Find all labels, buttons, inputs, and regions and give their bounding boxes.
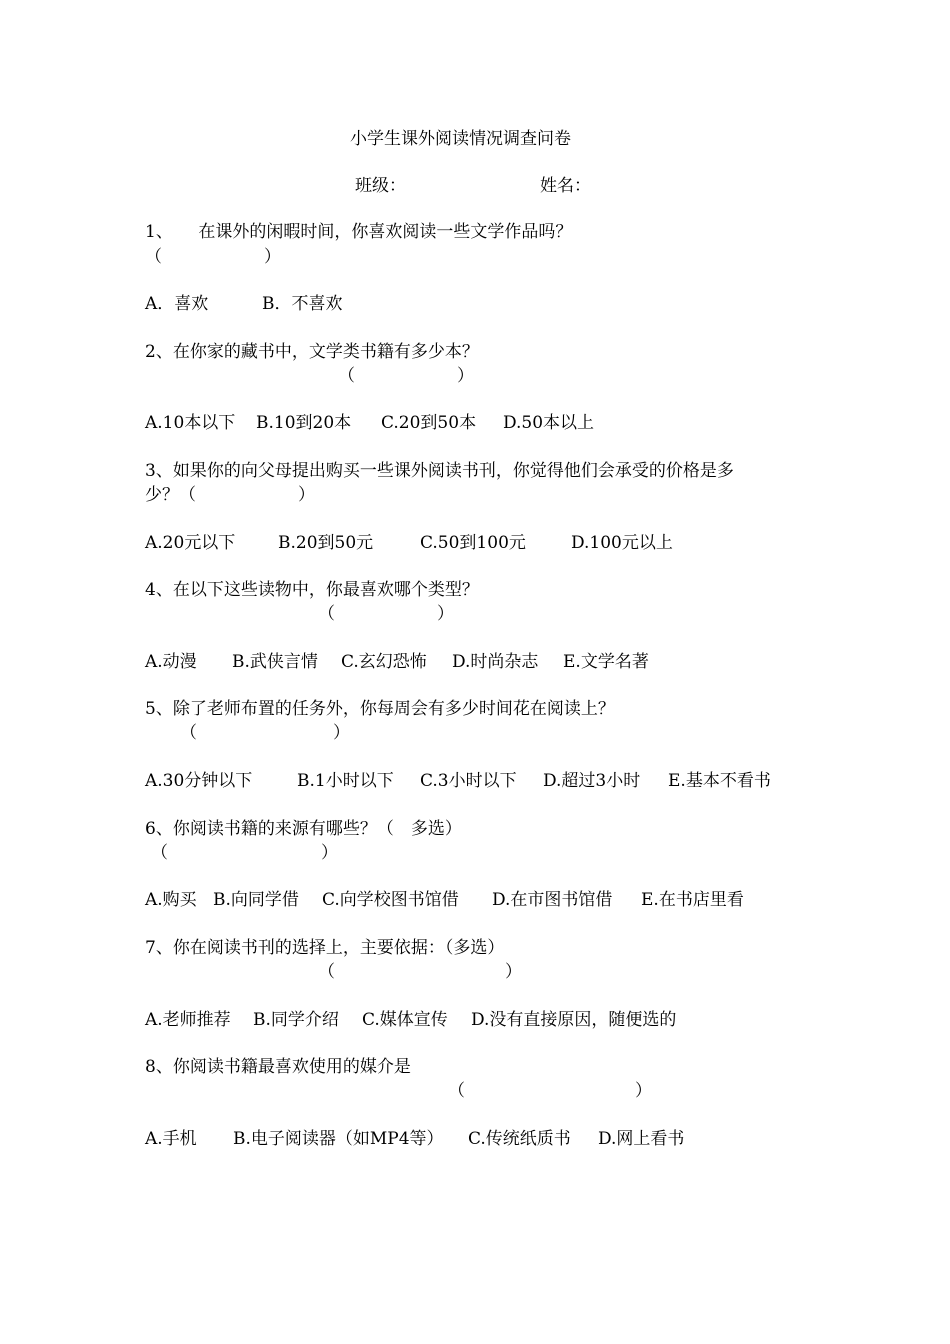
- question-7-option-b[interactable]: B.同学介绍: [253, 1010, 339, 1030]
- question-3-option-a[interactable]: A.20元以下: [145, 533, 236, 553]
- question-7-option-d[interactable]: D.没有直接原因，随便选的: [471, 1010, 677, 1030]
- question-3-prompt: 3、如果你的向父母提出购买一些课外阅读书刊，你觉得他们会承受的价格是多: [145, 461, 734, 481]
- question-3-option-c[interactable]: C.50到100元: [420, 533, 526, 553]
- question-4-prompt: 4、在以下这些读物中，你最喜欢哪个类型？: [145, 580, 479, 600]
- question-2-option-a[interactable]: A.10本以下: [145, 413, 236, 433]
- question-1-answer-blank[interactable]: （ ）: [145, 247, 281, 267]
- question-4-option-a[interactable]: A.动漫: [145, 652, 197, 672]
- question-8-option-b[interactable]: B.电子阅读器（如MP4等）: [233, 1129, 444, 1149]
- question-6-option-c[interactable]: C.向学校图书馆借: [322, 890, 459, 910]
- question-5-option-c[interactable]: C.3小时以下: [420, 771, 517, 791]
- question-7-option-a[interactable]: A.老师推荐: [145, 1010, 231, 1030]
- question-6-option-d[interactable]: D.在市图书馆借: [492, 890, 613, 910]
- question-7-prompt: 7、你在阅读书刊的选择上，主要依据：（多选）: [145, 938, 505, 958]
- question-4-option-b[interactable]: B.武侠言情: [232, 652, 318, 672]
- question-3-prompt-continued[interactable]: 少？（ ）: [145, 485, 315, 505]
- question-6-option-b[interactable]: B.向同学借: [213, 890, 299, 910]
- question-5-prompt: 5、除了老师布置的任务外，你每周会有多少时间花在阅读上？: [145, 699, 615, 719]
- question-2-option-c[interactable]: C.20到50本: [381, 413, 477, 433]
- question-7-option-c[interactable]: C.媒体宣传: [362, 1010, 448, 1030]
- question-3-option-b[interactable]: B.20到50元: [278, 533, 374, 553]
- question-4-answer-blank[interactable]: （ ）: [318, 604, 454, 624]
- question-8-prompt: 8、你阅读书籍最喜欢使用的媒介是: [145, 1057, 411, 1077]
- question-5-option-b[interactable]: B.1小时以下: [297, 771, 394, 791]
- question-1-option-a[interactable]: A．喜欢: [145, 294, 209, 314]
- question-8-answer-blank[interactable]: （ ）: [448, 1081, 652, 1101]
- question-1-prompt: 1、 在课外的闲暇时间，你喜欢阅读一些文学作品吗？: [145, 222, 573, 242]
- question-8-option-c[interactable]: C.传统纸质书: [468, 1129, 571, 1149]
- question-8-option-a[interactable]: A.手机: [145, 1129, 197, 1149]
- question-2-answer-blank[interactable]: （ ）: [338, 366, 474, 386]
- question-2-option-b[interactable]: B.10到20本: [256, 413, 352, 433]
- question-1-option-b[interactable]: B．不喜欢: [262, 294, 343, 314]
- class-label: 班级：: [355, 176, 406, 196]
- question-6-option-a[interactable]: A.购买: [145, 890, 197, 910]
- question-3-option-d[interactable]: D.100元以上: [571, 533, 673, 553]
- name-label: 姓名：: [540, 176, 591, 196]
- question-5-option-d[interactable]: D.超过3小时: [543, 771, 641, 791]
- question-6-option-e[interactable]: E.在书店里看: [641, 890, 744, 910]
- question-6-answer-blank[interactable]: （ ）: [151, 843, 338, 863]
- question-4-option-c[interactable]: C.玄幻恐怖: [341, 652, 427, 672]
- question-4-option-e[interactable]: E.文学名著: [563, 652, 649, 672]
- question-8-option-d[interactable]: D.网上看书: [598, 1129, 685, 1149]
- question-6-prompt: 6、你阅读书籍的来源有哪些？（ 多选）: [145, 819, 462, 839]
- question-5-option-a[interactable]: A.30分钟以下: [145, 771, 253, 791]
- question-4-option-d[interactable]: D.时尚杂志: [452, 652, 539, 672]
- page-title: 小学生课外阅读情况调查问卷: [350, 129, 571, 149]
- question-2-option-d[interactable]: D.50本以上: [503, 413, 595, 433]
- question-7-answer-blank[interactable]: （ ）: [318, 962, 522, 982]
- question-5-option-e[interactable]: E.基本不看书: [668, 771, 771, 791]
- question-5-answer-blank[interactable]: （ ）: [180, 723, 350, 743]
- question-2-prompt: 2、在你家的藏书中，文学类书籍有多少本？: [145, 342, 479, 362]
